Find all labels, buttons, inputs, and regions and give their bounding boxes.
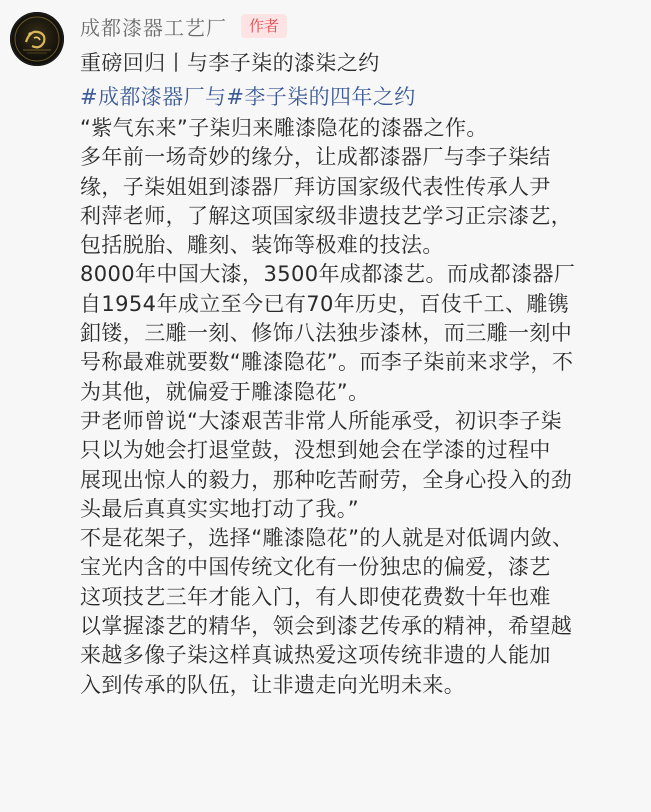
body-line: 自1954年成立至今已有70年历史，百伎千工、雕镌 [80, 291, 570, 316]
body-line: 号称最难就要数“雕漆隐花”。而李子柒前来求学，不 [80, 350, 574, 375]
body-line: 釦镂，三雕一刻、修饰八法独步漆林，而三雕一刻中 [80, 321, 573, 346]
body-line: 8000年中国大漆，3500年成都漆艺。而成都漆器厂 [80, 262, 576, 287]
body-line: 来越多像子柒这样真诚热爱这项传统非遗的人能加 [80, 643, 551, 668]
author-badge: 作者 [241, 14, 287, 38]
body-line: 展现出惊人的毅力，那种吃苦耐劳，全身心投入的劲 [80, 467, 573, 492]
author-avatar[interactable] [10, 12, 64, 66]
body-line: 为其他，就偏爱于雕漆隐花”。 [80, 379, 370, 404]
hashtag-row [80, 80, 637, 114]
body-line: 以掌握漆艺的精华，领会到漆艺传承的精神，希望越 [80, 614, 573, 639]
body-line: 入到传承的队伍，让非遗走向光明未来。 [80, 672, 466, 697]
body-line: 不是花架子，选择“雕漆隐花”的人就是对低调内敛、 [80, 526, 574, 551]
body-line: 头最后真真实实地打动了我。” [80, 496, 359, 521]
body-line: 缘，子柒姐姐到漆器厂拜访国家级代表性传承人尹 [80, 174, 551, 199]
body-line: 包括脱胎、雕刻、装饰等极难的技法。 [80, 233, 444, 258]
body-line: 宝光内含的中国传统文化有一份独忠的偏爱，漆艺 [80, 555, 551, 580]
body-line: 只以为她会打退堂鼓，没想到她会在学漆的过程中 [80, 438, 551, 463]
body-line: 尹老师曾说“大漆艰苦非常人所能承受，初识李子柒 [80, 408, 563, 433]
body-line: 利萍老师，了解这项国家级非遗技艺学习正宗漆艺， [80, 203, 573, 228]
post-header [80, 8, 637, 44]
body-line: 这项技艺三年才能入门，有人即使花费数十年也难 [80, 584, 551, 609]
hashtag-chengdu-lacquer[interactable]: #成都漆器厂与 [80, 85, 227, 109]
post-title: 重磅回归丨与李子柒的漆柒之约 [80, 51, 380, 75]
post-content [80, 46, 637, 700]
hashtag-li-ziqi[interactable]: #李子柒的四年之约 [226, 85, 416, 109]
body-line: “紫气东来”子柒归来雕漆隐花的漆器之作。 [80, 116, 488, 140]
lacquer-emblem-icon [10, 12, 64, 66]
author-name[interactable]: 成都漆器工艺厂 [80, 15, 227, 40]
body-line: 多年前一场奇妙的缘分，让成都漆器厂与李子柒结 [80, 145, 551, 170]
